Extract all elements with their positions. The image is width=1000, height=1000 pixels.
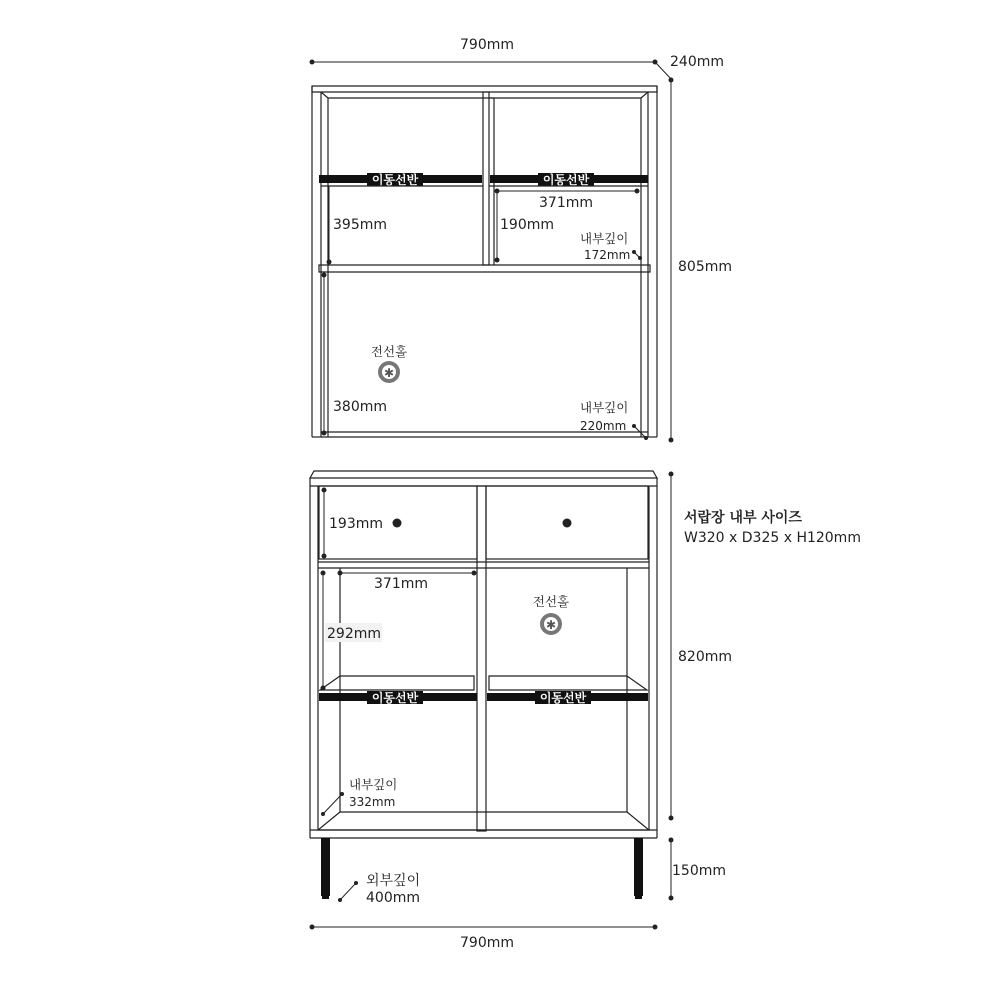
outer-depth-value: 400mm [366,890,420,906]
drawer-knob-right[interactable] [563,519,572,528]
leg-front-left [321,838,330,896]
inner-depth-title: 내부깊이 [349,777,398,792]
movable-shelf-label: 이동선반 [371,691,419,705]
inner-depth-value: 220mm [580,419,627,433]
cable-hole-icon [540,613,562,635]
drawer-info-value: W320 x D325 x H120mm [684,530,861,546]
svg-text:✱: ✱ [545,618,557,632]
cable-hole-icon [378,361,400,383]
drawer-info-title: 서랍장 내부 사이즈 [684,510,802,526]
lower-top-board [310,471,657,478]
lower-height-label: 820mm [678,649,732,665]
upper-width-label: 790mm [460,37,514,53]
upper-bottom-height-label: 380mm [333,399,387,415]
movable-shelf-label: 이동선반 [539,691,587,705]
lower-center-divider [477,486,486,831]
upper-center-divider [483,92,489,265]
lower-width-label: 790mm [460,935,514,951]
cable-hole-label: 전선홀 [532,594,570,609]
drawer-height-label: 193mm [329,516,383,532]
leg-front-right [634,838,643,896]
lower-unit [310,471,861,951]
inner-depth-title: 내부깊이 [580,231,629,246]
dimension-dot [310,60,315,65]
upper-unit [310,37,733,443]
cable-hole-label: 전선홀 [370,344,408,359]
lower-inner-width-label: 371mm [374,576,428,592]
upper-left-height-label: 395mm [333,217,387,233]
svg-text:✱: ✱ [383,366,395,380]
upper-inner-width-label: 371mm [539,195,593,211]
movable-shelf-label: 이동선반 [542,173,590,187]
inner-depth-value: 332mm [349,795,396,809]
leg-height-label: 150mm [672,863,726,879]
outer-depth-title: 외부깊이 [366,873,421,889]
compartment-height-label: 292mm [327,626,381,642]
inner-depth-value: 172mm [584,248,631,262]
upper-depth-label: 240mm [670,54,724,70]
inner-depth-title: 내부깊이 [580,400,629,415]
dimension-dot [669,438,674,443]
upper-top-board [312,86,657,92]
movable-shelf-label: 이동선반 [371,173,419,187]
upper-fixed-shelf [319,265,650,272]
dimension-dot [669,78,674,83]
upper-right-height-label: 190mm [500,217,554,233]
drawer-knob-left[interactable] [393,519,402,528]
upper-height-label: 805mm [678,259,732,275]
